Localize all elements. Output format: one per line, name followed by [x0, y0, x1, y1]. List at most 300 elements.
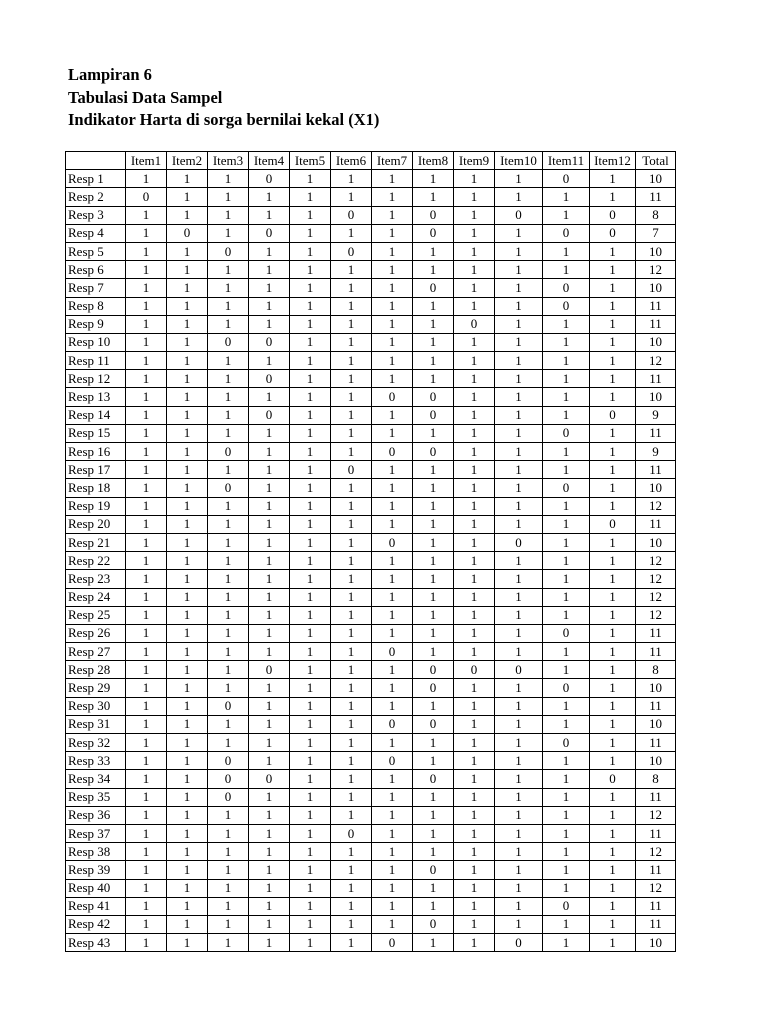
- item-cell: 1: [249, 734, 290, 752]
- item-cell: 1: [126, 824, 167, 842]
- item-cell: 1: [126, 552, 167, 570]
- item-cell: 0: [331, 206, 372, 224]
- item-cell: 1: [590, 934, 636, 952]
- item-cell: 1: [590, 388, 636, 406]
- item-cell: 1: [208, 279, 249, 297]
- total-cell: 12: [636, 588, 676, 606]
- item-cell: 1: [372, 624, 413, 642]
- item-cell: 1: [208, 643, 249, 661]
- table-row: [66, 806, 676, 824]
- item-cell: 0: [208, 770, 249, 788]
- item-cell: 1: [543, 643, 590, 661]
- item-cell: 1: [372, 297, 413, 315]
- item-cell: 1: [208, 806, 249, 824]
- item-cell: 1: [413, 370, 454, 388]
- total-cell: 7: [636, 224, 676, 242]
- item-cell: 1: [126, 497, 167, 515]
- item-cell: 1: [372, 461, 413, 479]
- item-cell: 1: [126, 206, 167, 224]
- row-label: Resp 40: [66, 879, 126, 897]
- item-cell: 0: [495, 533, 543, 551]
- item-cell: 1: [413, 170, 454, 188]
- item-cell: 1: [372, 861, 413, 879]
- item-cell: 1: [167, 261, 208, 279]
- item-cell: 0: [208, 479, 249, 497]
- item-cell: 1: [331, 224, 372, 242]
- item-cell: 1: [543, 533, 590, 551]
- item-cell: 0: [208, 443, 249, 461]
- item-cell: 1: [290, 879, 331, 897]
- row-label: Resp 30: [66, 697, 126, 715]
- table-row: [66, 734, 676, 752]
- item-cell: 1: [590, 806, 636, 824]
- total-cell: 12: [636, 806, 676, 824]
- table-row: [66, 388, 676, 406]
- item-cell: 1: [208, 370, 249, 388]
- row-label: Resp 23: [66, 570, 126, 588]
- item-cell: 1: [208, 533, 249, 551]
- total-cell: 11: [636, 915, 676, 933]
- item-cell: 1: [208, 515, 249, 533]
- item-cell: 1: [372, 352, 413, 370]
- item-cell: 1: [331, 406, 372, 424]
- total-cell: 12: [636, 879, 676, 897]
- item-cell: 1: [495, 242, 543, 260]
- row-label: Resp 34: [66, 770, 126, 788]
- item-cell: 1: [454, 515, 495, 533]
- item-cell: 1: [126, 643, 167, 661]
- item-cell: 1: [249, 624, 290, 642]
- total-cell: 11: [636, 515, 676, 533]
- total-cell: 11: [636, 297, 676, 315]
- item-cell: 1: [590, 915, 636, 933]
- total-cell: 12: [636, 261, 676, 279]
- item-cell: 1: [126, 515, 167, 533]
- item-cell: 0: [413, 679, 454, 697]
- table-row: [66, 624, 676, 642]
- item-cell: 1: [590, 879, 636, 897]
- item-cell: 1: [208, 315, 249, 333]
- item-cell: 1: [249, 679, 290, 697]
- item-cell: 1: [413, 424, 454, 442]
- item-cell: 1: [454, 406, 495, 424]
- item-cell: 1: [249, 788, 290, 806]
- item-cell: 1: [413, 897, 454, 915]
- table-row: [66, 697, 676, 715]
- item-cell: 0: [495, 661, 543, 679]
- item-cell: 0: [249, 170, 290, 188]
- row-label: Resp 18: [66, 479, 126, 497]
- item-cell: 1: [372, 788, 413, 806]
- item-cell: 1: [167, 461, 208, 479]
- item-cell: 1: [249, 297, 290, 315]
- table-row: [66, 606, 676, 624]
- item-cell: 1: [495, 643, 543, 661]
- item-cell: 1: [413, 352, 454, 370]
- item-cell: 1: [331, 515, 372, 533]
- item-cell: 1: [372, 879, 413, 897]
- item-cell: 1: [167, 734, 208, 752]
- item-cell: 1: [126, 788, 167, 806]
- total-cell: 12: [636, 606, 676, 624]
- row-label: Resp 15: [66, 424, 126, 442]
- item-cell: 1: [126, 315, 167, 333]
- item-cell: 1: [590, 297, 636, 315]
- row-label: Resp 12: [66, 370, 126, 388]
- item-cell: 1: [208, 606, 249, 624]
- total-cell: 11: [636, 188, 676, 206]
- table-row: [66, 861, 676, 879]
- table-row: [66, 788, 676, 806]
- item-cell: 1: [249, 806, 290, 824]
- item-cell: 1: [543, 388, 590, 406]
- item-cell: 1: [126, 679, 167, 697]
- item-cell: 1: [290, 824, 331, 842]
- item-cell: 1: [167, 861, 208, 879]
- item-cell: 1: [543, 606, 590, 624]
- item-cell: 1: [372, 406, 413, 424]
- item-cell: 1: [495, 915, 543, 933]
- item-cell: 1: [290, 934, 331, 952]
- item-cell: 1: [167, 624, 208, 642]
- table-row: [66, 752, 676, 770]
- item-cell: 1: [372, 279, 413, 297]
- item-cell: 1: [495, 552, 543, 570]
- item-cell: 1: [454, 861, 495, 879]
- row-label: Resp 13: [66, 388, 126, 406]
- item-cell: 1: [543, 497, 590, 515]
- item-cell: 1: [454, 461, 495, 479]
- item-cell: 0: [543, 170, 590, 188]
- item-cell: 1: [249, 497, 290, 515]
- item-cell: 1: [495, 279, 543, 297]
- row-label: Resp 7: [66, 279, 126, 297]
- item-cell: 1: [372, 915, 413, 933]
- item-cell: 1: [167, 279, 208, 297]
- item-cell: 1: [126, 224, 167, 242]
- table-row: [66, 843, 676, 861]
- item-cell: 1: [331, 752, 372, 770]
- column-header: Item10: [495, 152, 543, 170]
- total-cell: 10: [636, 170, 676, 188]
- item-cell: 1: [331, 715, 372, 733]
- item-cell: 1: [590, 897, 636, 915]
- item-cell: 1: [495, 788, 543, 806]
- item-cell: 1: [454, 533, 495, 551]
- item-cell: 1: [372, 261, 413, 279]
- item-cell: 1: [495, 188, 543, 206]
- item-cell: 1: [331, 552, 372, 570]
- item-cell: 1: [495, 443, 543, 461]
- item-cell: 1: [454, 570, 495, 588]
- item-cell: 1: [208, 861, 249, 879]
- item-cell: 1: [372, 734, 413, 752]
- item-cell: 0: [413, 770, 454, 788]
- item-cell: 1: [126, 242, 167, 260]
- item-cell: 1: [126, 297, 167, 315]
- item-cell: 1: [495, 315, 543, 333]
- total-cell: 10: [636, 242, 676, 260]
- item-cell: 1: [208, 661, 249, 679]
- item-cell: 1: [290, 315, 331, 333]
- item-cell: 1: [290, 333, 331, 351]
- table-row: [66, 424, 676, 442]
- row-label: Resp 10: [66, 333, 126, 351]
- item-cell: 1: [543, 515, 590, 533]
- item-cell: 1: [413, 242, 454, 260]
- table-row: [66, 188, 676, 206]
- item-cell: 1: [372, 206, 413, 224]
- item-cell: 1: [543, 879, 590, 897]
- table-row: [66, 897, 676, 915]
- total-cell: 11: [636, 315, 676, 333]
- column-header: Item12: [590, 152, 636, 170]
- item-cell: 1: [167, 770, 208, 788]
- item-cell: 1: [372, 679, 413, 697]
- item-cell: 1: [167, 406, 208, 424]
- item-cell: 1: [372, 497, 413, 515]
- row-label: Resp 42: [66, 915, 126, 933]
- item-cell: 1: [208, 934, 249, 952]
- item-cell: 1: [331, 388, 372, 406]
- item-cell: 1: [126, 388, 167, 406]
- item-cell: 0: [413, 388, 454, 406]
- item-cell: 1: [167, 297, 208, 315]
- row-label: Resp 8: [66, 297, 126, 315]
- item-cell: 1: [249, 897, 290, 915]
- item-cell: 1: [454, 388, 495, 406]
- item-cell: 1: [208, 261, 249, 279]
- item-cell: 0: [372, 533, 413, 551]
- item-cell: 1: [126, 934, 167, 952]
- item-cell: 1: [590, 352, 636, 370]
- item-cell: 0: [543, 624, 590, 642]
- row-label: Resp 11: [66, 352, 126, 370]
- table-row: [66, 170, 676, 188]
- item-cell: 1: [167, 824, 208, 842]
- item-cell: 0: [249, 661, 290, 679]
- item-cell: 1: [290, 661, 331, 679]
- item-cell: 1: [454, 679, 495, 697]
- item-cell: 1: [413, 643, 454, 661]
- item-cell: 1: [126, 370, 167, 388]
- item-cell: 1: [208, 824, 249, 842]
- item-cell: 1: [543, 752, 590, 770]
- item-cell: 0: [413, 661, 454, 679]
- item-cell: 1: [167, 915, 208, 933]
- total-cell: 12: [636, 497, 676, 515]
- item-cell: 1: [167, 188, 208, 206]
- item-cell: 0: [413, 279, 454, 297]
- item-cell: 1: [495, 352, 543, 370]
- item-cell: 0: [413, 443, 454, 461]
- item-cell: 1: [249, 934, 290, 952]
- item-cell: 1: [249, 570, 290, 588]
- table-row: [66, 333, 676, 351]
- item-cell: 1: [495, 570, 543, 588]
- item-cell: 1: [249, 861, 290, 879]
- item-cell: 1: [543, 315, 590, 333]
- item-cell: 1: [290, 697, 331, 715]
- item-cell: 1: [590, 624, 636, 642]
- item-cell: 1: [249, 606, 290, 624]
- item-cell: 1: [590, 824, 636, 842]
- item-cell: 1: [413, 934, 454, 952]
- item-cell: 1: [454, 770, 495, 788]
- item-cell: 1: [495, 606, 543, 624]
- item-cell: 1: [413, 533, 454, 551]
- item-cell: 1: [495, 461, 543, 479]
- row-label: Resp 21: [66, 533, 126, 551]
- item-cell: 1: [413, 788, 454, 806]
- item-cell: 1: [372, 770, 413, 788]
- item-cell: 1: [290, 515, 331, 533]
- table-row: [66, 261, 676, 279]
- item-cell: 1: [590, 424, 636, 442]
- item-cell: 1: [290, 461, 331, 479]
- item-cell: 1: [495, 515, 543, 533]
- item-cell: 1: [208, 915, 249, 933]
- item-cell: 1: [454, 333, 495, 351]
- total-cell: 11: [636, 461, 676, 479]
- item-cell: 1: [495, 752, 543, 770]
- item-cell: 0: [543, 279, 590, 297]
- item-cell: 1: [413, 697, 454, 715]
- row-label: Resp 39: [66, 861, 126, 879]
- total-cell: 9: [636, 406, 676, 424]
- item-cell: 0: [331, 242, 372, 260]
- item-cell: 1: [495, 588, 543, 606]
- item-cell: 1: [454, 606, 495, 624]
- item-cell: 1: [167, 370, 208, 388]
- item-cell: 1: [249, 824, 290, 842]
- item-cell: 1: [454, 624, 495, 642]
- item-cell: 1: [167, 570, 208, 588]
- item-cell: 1: [372, 570, 413, 588]
- table-row: [66, 679, 676, 697]
- item-cell: 1: [331, 734, 372, 752]
- total-cell: 10: [636, 679, 676, 697]
- item-cell: 1: [372, 606, 413, 624]
- item-cell: 1: [208, 388, 249, 406]
- item-cell: 1: [543, 406, 590, 424]
- item-cell: 1: [249, 697, 290, 715]
- item-cell: 1: [495, 624, 543, 642]
- item-cell: 0: [495, 206, 543, 224]
- item-cell: 1: [167, 242, 208, 260]
- row-label: Resp 16: [66, 443, 126, 461]
- row-label: Resp 31: [66, 715, 126, 733]
- item-cell: 1: [249, 715, 290, 733]
- item-cell: 1: [208, 297, 249, 315]
- header-corner-cell: [66, 152, 126, 170]
- item-cell: 1: [590, 588, 636, 606]
- item-cell: 1: [454, 424, 495, 442]
- item-cell: 1: [331, 679, 372, 697]
- item-cell: 0: [208, 752, 249, 770]
- total-cell: 11: [636, 824, 676, 842]
- item-cell: 1: [167, 443, 208, 461]
- item-cell: 1: [290, 715, 331, 733]
- item-cell: 1: [372, 515, 413, 533]
- item-cell: 1: [208, 552, 249, 570]
- item-cell: 1: [249, 588, 290, 606]
- total-cell: 11: [636, 643, 676, 661]
- item-cell: 1: [126, 533, 167, 551]
- item-cell: 1: [290, 679, 331, 697]
- row-label: Resp 41: [66, 897, 126, 915]
- item-cell: 0: [249, 770, 290, 788]
- item-cell: 1: [543, 934, 590, 952]
- item-cell: 1: [167, 879, 208, 897]
- total-cell: 12: [636, 570, 676, 588]
- item-cell: 1: [167, 661, 208, 679]
- item-cell: 1: [290, 261, 331, 279]
- item-cell: 1: [126, 624, 167, 642]
- item-cell: 1: [249, 352, 290, 370]
- item-cell: 1: [590, 552, 636, 570]
- item-cell: 1: [454, 879, 495, 897]
- item-cell: 1: [208, 588, 249, 606]
- item-cell: 1: [249, 915, 290, 933]
- item-cell: 1: [413, 479, 454, 497]
- item-cell: 1: [590, 279, 636, 297]
- item-cell: 1: [413, 806, 454, 824]
- item-cell: 1: [167, 643, 208, 661]
- table-row: [66, 297, 676, 315]
- item-cell: 1: [331, 443, 372, 461]
- total-cell: 12: [636, 552, 676, 570]
- item-cell: 1: [590, 697, 636, 715]
- item-cell: 1: [543, 843, 590, 861]
- column-header: Item2: [167, 152, 208, 170]
- item-cell: 1: [167, 843, 208, 861]
- item-cell: 1: [249, 533, 290, 551]
- row-label: Resp 19: [66, 497, 126, 515]
- item-cell: 1: [331, 533, 372, 551]
- item-cell: 1: [590, 461, 636, 479]
- total-cell: 8: [636, 206, 676, 224]
- column-header: Item1: [126, 152, 167, 170]
- item-cell: 1: [249, 752, 290, 770]
- item-cell: 1: [372, 843, 413, 861]
- item-cell: 0: [249, 406, 290, 424]
- item-cell: 1: [454, 224, 495, 242]
- item-cell: 1: [372, 242, 413, 260]
- item-cell: 1: [413, 588, 454, 606]
- item-cell: 1: [372, 897, 413, 915]
- item-cell: 1: [208, 206, 249, 224]
- item-cell: 1: [495, 388, 543, 406]
- item-cell: 1: [290, 424, 331, 442]
- item-cell: 0: [413, 406, 454, 424]
- item-cell: 0: [167, 224, 208, 242]
- row-label: Resp 6: [66, 261, 126, 279]
- row-label: Resp 4: [66, 224, 126, 242]
- item-cell: 1: [249, 443, 290, 461]
- item-cell: 1: [454, 788, 495, 806]
- item-cell: 1: [208, 497, 249, 515]
- item-cell: 1: [290, 915, 331, 933]
- table-row: [66, 879, 676, 897]
- table-row: [66, 279, 676, 297]
- item-cell: 1: [454, 552, 495, 570]
- item-cell: 1: [126, 443, 167, 461]
- row-label: Resp 32: [66, 734, 126, 752]
- item-cell: 0: [372, 934, 413, 952]
- item-cell: 1: [126, 661, 167, 679]
- row-label: Resp 24: [66, 588, 126, 606]
